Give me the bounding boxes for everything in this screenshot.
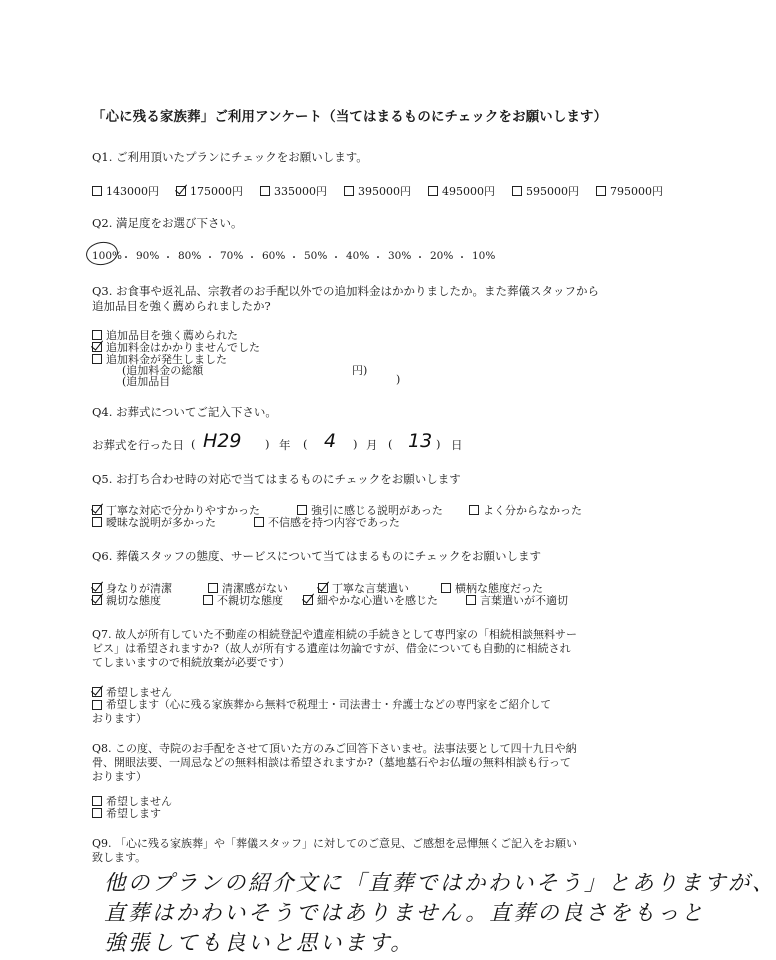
paren-close: ) xyxy=(265,437,270,451)
extra-fee-total-label: (追加料金の総額 xyxy=(122,364,204,377)
checkbox[interactable] xyxy=(254,517,264,527)
q5-option[interactable]: 曖昧な説明が多かった xyxy=(92,514,216,530)
separator: ・ xyxy=(120,252,132,264)
q1-option[interactable]: 495000円 xyxy=(428,183,495,199)
q5-option[interactable]: 丁寧な対応で分かりやすかった xyxy=(92,502,260,518)
q6-option[interactable]: 不親切な態度 xyxy=(203,592,283,608)
extra-fee-total-suffix: 円) xyxy=(352,364,368,377)
q6-option[interactable]: 清潔感がない xyxy=(208,580,288,596)
level-10[interactable]: 10% xyxy=(472,250,496,262)
q1-text: Q1. ご利用頂いたプランにチェックをお願いします。 xyxy=(92,150,368,164)
checkbox[interactable] xyxy=(428,186,438,196)
q1-option[interactable]: 175000円 xyxy=(176,183,243,199)
paren-open: ( xyxy=(303,437,308,451)
q9-line1: Q9. 「心に残る家族葬」や「葬儀スタッフ」に対してのご意見、ご感想を忌憚無くご記入をお願い xyxy=(92,837,578,850)
checkbox[interactable] xyxy=(469,505,479,515)
checkbox[interactable] xyxy=(260,186,270,196)
q3-option[interactable]: 追加品目を強く薦められた xyxy=(92,327,238,343)
paren-close: ) xyxy=(353,437,358,451)
day-suffix: 日 xyxy=(451,438,463,452)
q6-text: Q6. 葬儀スタッフの態度、サービスについて当てはまるものにチェックをお願いします xyxy=(92,549,541,563)
q1-option[interactable]: 595000円 xyxy=(512,183,579,199)
q6-option[interactable]: 言葉遣いが不適切 xyxy=(466,592,568,608)
q5-option[interactable]: 不信感を持つ内容であった xyxy=(254,514,400,530)
funeral-date-label: お葬式を行った日 xyxy=(92,438,184,452)
level-100[interactable]: 100% xyxy=(92,250,123,262)
separator: ・ xyxy=(246,252,258,264)
q7-option[interactable]: 希望しません xyxy=(92,684,172,700)
q7-option-cont: おります） xyxy=(92,712,147,725)
level-20[interactable]: 20% xyxy=(430,250,454,262)
q5-option[interactable]: 強引に感じる説明があった xyxy=(297,502,443,518)
checkbox[interactable] xyxy=(512,186,522,196)
q5-option[interactable]: よく分からなかった xyxy=(469,502,582,518)
extra-item-label: (追加品目 xyxy=(122,375,171,388)
checkbox[interactable] xyxy=(344,186,354,196)
separator: ・ xyxy=(330,252,342,264)
q3-line2: 追加品目を強く薦められましたか? xyxy=(92,299,271,313)
separator: ・ xyxy=(162,252,174,264)
checkbox-checked[interactable] xyxy=(176,186,186,196)
q6-option[interactable]: 細やかな心遣いを感じた xyxy=(303,592,438,608)
checkbox[interactable] xyxy=(466,595,476,605)
q7-line1: Q7. 故人が所有していた不動産の相続登記や遺産相続の手続きとして専門家の「相続相談無料サー xyxy=(92,628,578,641)
handwritten-comment-line[interactable]: 強張しても良いと思います。 xyxy=(104,931,415,956)
separator: ・ xyxy=(372,252,384,264)
q6-option[interactable]: 親切な態度 xyxy=(92,592,161,608)
q4-text: Q4. お葬式についてご記入下さい。 xyxy=(92,405,277,419)
q3-option[interactable]: 追加料金はかかりませんでした xyxy=(92,339,260,355)
q8-option[interactable]: 希望しません xyxy=(92,793,172,809)
month-handwritten[interactable]: 4 xyxy=(324,430,337,452)
separator: ・ xyxy=(204,252,216,264)
checkbox[interactable] xyxy=(203,595,213,605)
checkbox-checked[interactable] xyxy=(303,595,313,605)
year-suffix: 年 xyxy=(279,438,291,452)
checkbox[interactable] xyxy=(596,186,606,196)
q7-line2: ビス」は希望されますか?（故人が所有する遺産は勿論ですが、借金についても自動的に相続され xyxy=(92,642,571,655)
q5-text: Q5. お打ち合わせ時の対応で当てはまるものにチェックをお願いします xyxy=(92,472,461,486)
paren-open: ( xyxy=(191,437,196,451)
checkbox[interactable] xyxy=(92,808,102,818)
level-90[interactable]: 90% xyxy=(136,250,160,262)
q3-line1: Q3. お食事や返礼品、宗教者のお手配以外での追加料金はかかりましたか。また葬儀スタッフから xyxy=(92,284,600,298)
q1-option[interactable]: 335000円 xyxy=(260,183,327,199)
survey-title: 「心に残る家族葬」ご利用アンケート（当てはまるものにチェックをお願いします） xyxy=(92,109,608,125)
level-80[interactable]: 80% xyxy=(178,250,202,262)
handwritten-comment-line[interactable]: 他のプランの紹介文に「直葬ではかわいそう」とありますが、 xyxy=(104,871,776,896)
q3-option[interactable]: 追加料金が発生しました xyxy=(92,351,227,367)
handwritten-comment-line[interactable]: 直葬はかわいそうではありません。直葬の良さをもっと xyxy=(104,901,706,926)
q6-option[interactable]: 横柄な態度だった xyxy=(441,580,543,596)
checkbox-checked[interactable] xyxy=(92,595,102,605)
q1-options xyxy=(92,183,680,199)
checkbox[interactable] xyxy=(92,517,102,527)
q8-line1: Q8. この度、寺院のお手配をさせて頂いた方のみご回答下さいませ。法事法要として四十九日や納 xyxy=(92,742,577,755)
q6-option[interactable]: 身なりが清潔 xyxy=(92,580,172,596)
separator: ・ xyxy=(456,252,468,264)
q8-line3: おります） xyxy=(92,770,147,783)
q7-line3: てしまいますので相続放棄が必要です） xyxy=(92,656,290,669)
level-70[interactable]: 70% xyxy=(220,250,244,262)
q2-scale xyxy=(92,250,494,265)
q8-option[interactable]: 希望します xyxy=(92,805,161,821)
day-handwritten[interactable]: 13 xyxy=(408,430,433,452)
checkbox[interactable] xyxy=(92,354,102,364)
level-40[interactable]: 40% xyxy=(346,250,370,262)
level-60[interactable]: 60% xyxy=(262,250,286,262)
paren-close: ) xyxy=(436,437,441,451)
q2-text: Q2. 満足度をお選び下さい。 xyxy=(92,216,243,230)
q1-option[interactable]: 395000円 xyxy=(344,183,411,199)
separator: ・ xyxy=(288,252,300,264)
q7-option[interactable]: 希望します（心に残る家族葬から無料で税理士・司法書士・弁護士などの専門家をご紹介して xyxy=(92,697,551,712)
q1-option[interactable]: 143000円 xyxy=(92,183,159,199)
extra-item-suffix: ) xyxy=(396,373,401,386)
q8-line2: 骨、開眼法要、一周忌などの無料相談は希望されますか?（墓地墓石やお仏壇の無料相談も行って xyxy=(92,756,571,769)
era-year-handwritten[interactable]: H29 xyxy=(203,430,242,452)
paren-open: ( xyxy=(388,437,393,451)
level-30[interactable]: 30% xyxy=(388,250,412,262)
checkbox[interactable] xyxy=(92,186,102,196)
q6-option[interactable]: 丁寧な言葉遣い xyxy=(318,580,409,596)
level-50[interactable]: 50% xyxy=(304,250,328,262)
q1-option[interactable]: 795000円 xyxy=(596,183,663,199)
checkbox[interactable] xyxy=(441,583,451,593)
separator: ・ xyxy=(414,252,426,264)
month-suffix: 月 xyxy=(366,438,378,452)
checkbox-checked[interactable] xyxy=(92,687,102,697)
checkbox[interactable] xyxy=(92,700,102,710)
q9-line2: 致します。 xyxy=(92,851,147,864)
